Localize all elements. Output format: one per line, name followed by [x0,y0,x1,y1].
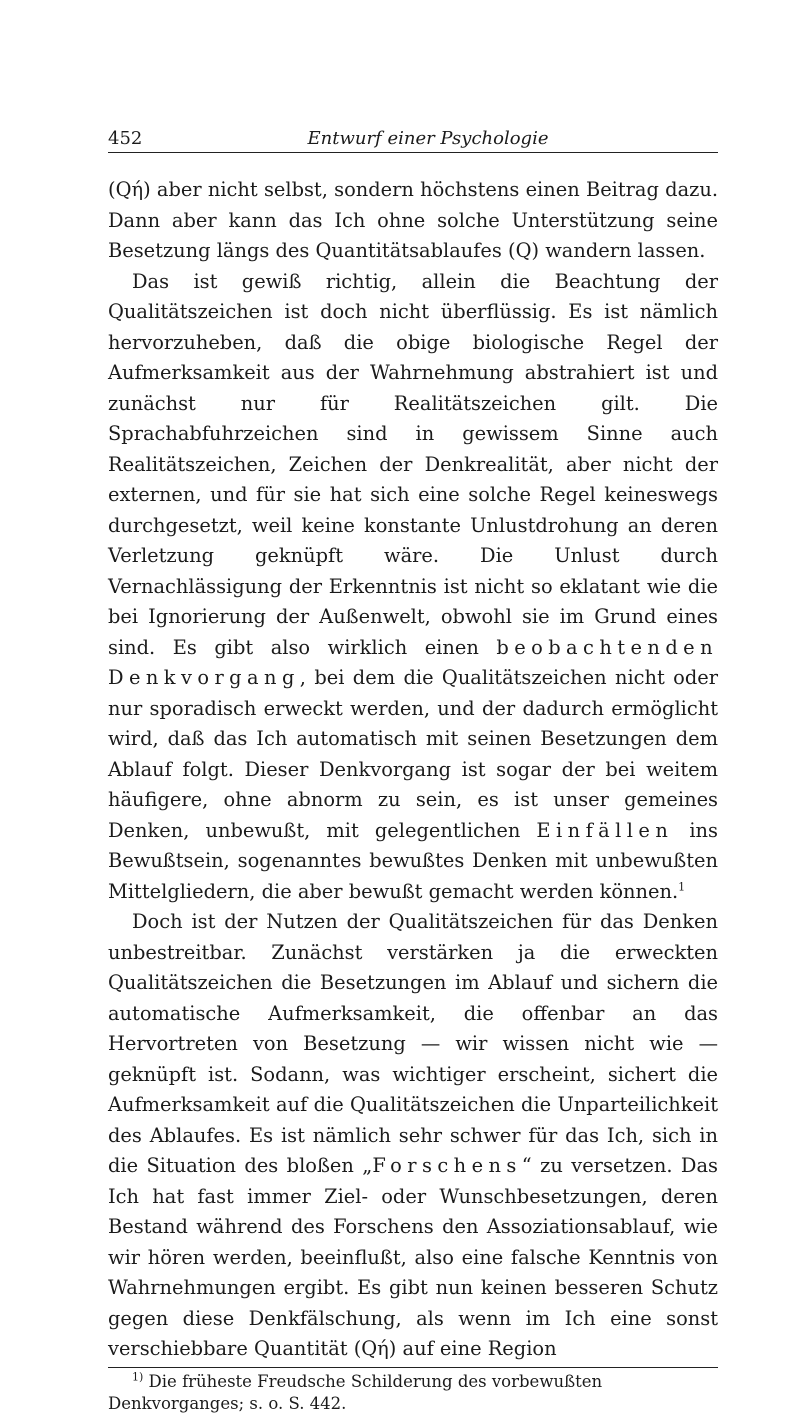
text-run: ins Bewußtsein, sogenanntes bewußtes Denken mit unbewußten Mittelgliedern, die aber bewußt gemacht werden können. [108,818,718,903]
text-run: “ zu versetzen. Das Ich hat fast immer Ziel- oder Wunschbesetzungen, deren Bestand während des Forschens den Assoziationsablauf, wie wir hören werden, beeinflußt, also eine falsche Kenntnis von Wahrnehmungen ergibt. Es gibt nun keinen besseren Schutz gegen diese Denkfälschung, als wenn im Ich eine sonst verschiebbare Quantität (Qή) auf eine Region [108,1154,718,1360]
emphasized-text: beobachtenden Denkvorgang [108,635,718,689]
running-title: Entwurf einer Psychologie [307,128,549,149]
footnote-reference: 1 [678,880,686,894]
main-text [108,175,718,1365]
paragraph [108,907,718,1365]
text-run: Doch ist der Nutzen der Qualitätszeichen für das Denken unbestreitbar. Zunächst verstärken ja die erweckten Qualitätszeichen die Besetzungen im Ablauf und sichern die automatische Aufmerksamkeit, die offenbar an das Hervortreten von Besetzung — wir wissen nicht wie — geknüpft ist. Sodann, was wichtiger erscheint, sichert die Aufmerksamkeit auf die Qualitätszeichen die Unparteilichkeit des Ablaufes. Es ist nämlich sehr schwer für das Ich, sich in die Situation des bloßen „ [108,910,718,1177]
footnote-divider [108,1367,718,1368]
footnote-marker: 1) [132,1370,144,1383]
page-header [108,128,718,153]
emphasized-text: Einfällen [536,818,674,842]
paragraph [108,175,718,267]
footnote-text [108,1371,718,1415]
emphasized-text: Forschens [372,1154,522,1177]
page-number: 452 [108,128,143,149]
footnote-body: Die früheste Freudsche Schilderung des vorbewußten Denkvorganges; s. o. S. 442. [108,1371,603,1413]
text-run: Das ist gewiß richtig, allein die Beachtung der Qualitätszeichen ist doch nicht überflüssig. Es ist nämlich hervorzuheben, daß die obige biologische Regel der Aufmerksamkeit aus der Wahrnehmung abstrahiert ist und zunächst nur für Realitätszeichen gilt. Die Sprachabfuhrzeichen sind in gewissem Sinne auch Realitätszeichen, Zeichen der Denkrealität, aber nicht der externen, und für sie hat sich eine solche Regel keineswegs durchgesetzt, weil keine konstante Unlustdrohung an deren Verletzung geknüpft wäre. Die Unlust durch Vernachlässigung der Erkenntnis ist nicht so eklatant wie die bei Ignorierung der Außenwelt, obwohl sie im Grund eines sind. Es gibt also wirklich einen [108,269,718,659]
text-run: , bei dem die Qualitätszeichen nicht oder nur sporadisch erweckt werden, und der dadurch ermöglicht wird, daß das Ich automatisch mit seinen Besetzungen dem Ablauf folgt. Dieser Denkvorgang ist sogar der bei weitem häufigere, ohne abnorm zu sein, es ist unser gemeines Denken, unbewußt, mit gelegentlichen [108,666,718,842]
footnote [108,1371,718,1415]
paragraph [108,267,718,908]
book-page [108,128,718,1415]
text-run: (Qή) aber nicht selbst, sondern höchstens einen Beitrag dazu. Dann aber kann das Ich ohne solche Unterstützung seine Besetzung längs des Quantitätsablaufes (Q) wandern lassen. [108,178,718,262]
